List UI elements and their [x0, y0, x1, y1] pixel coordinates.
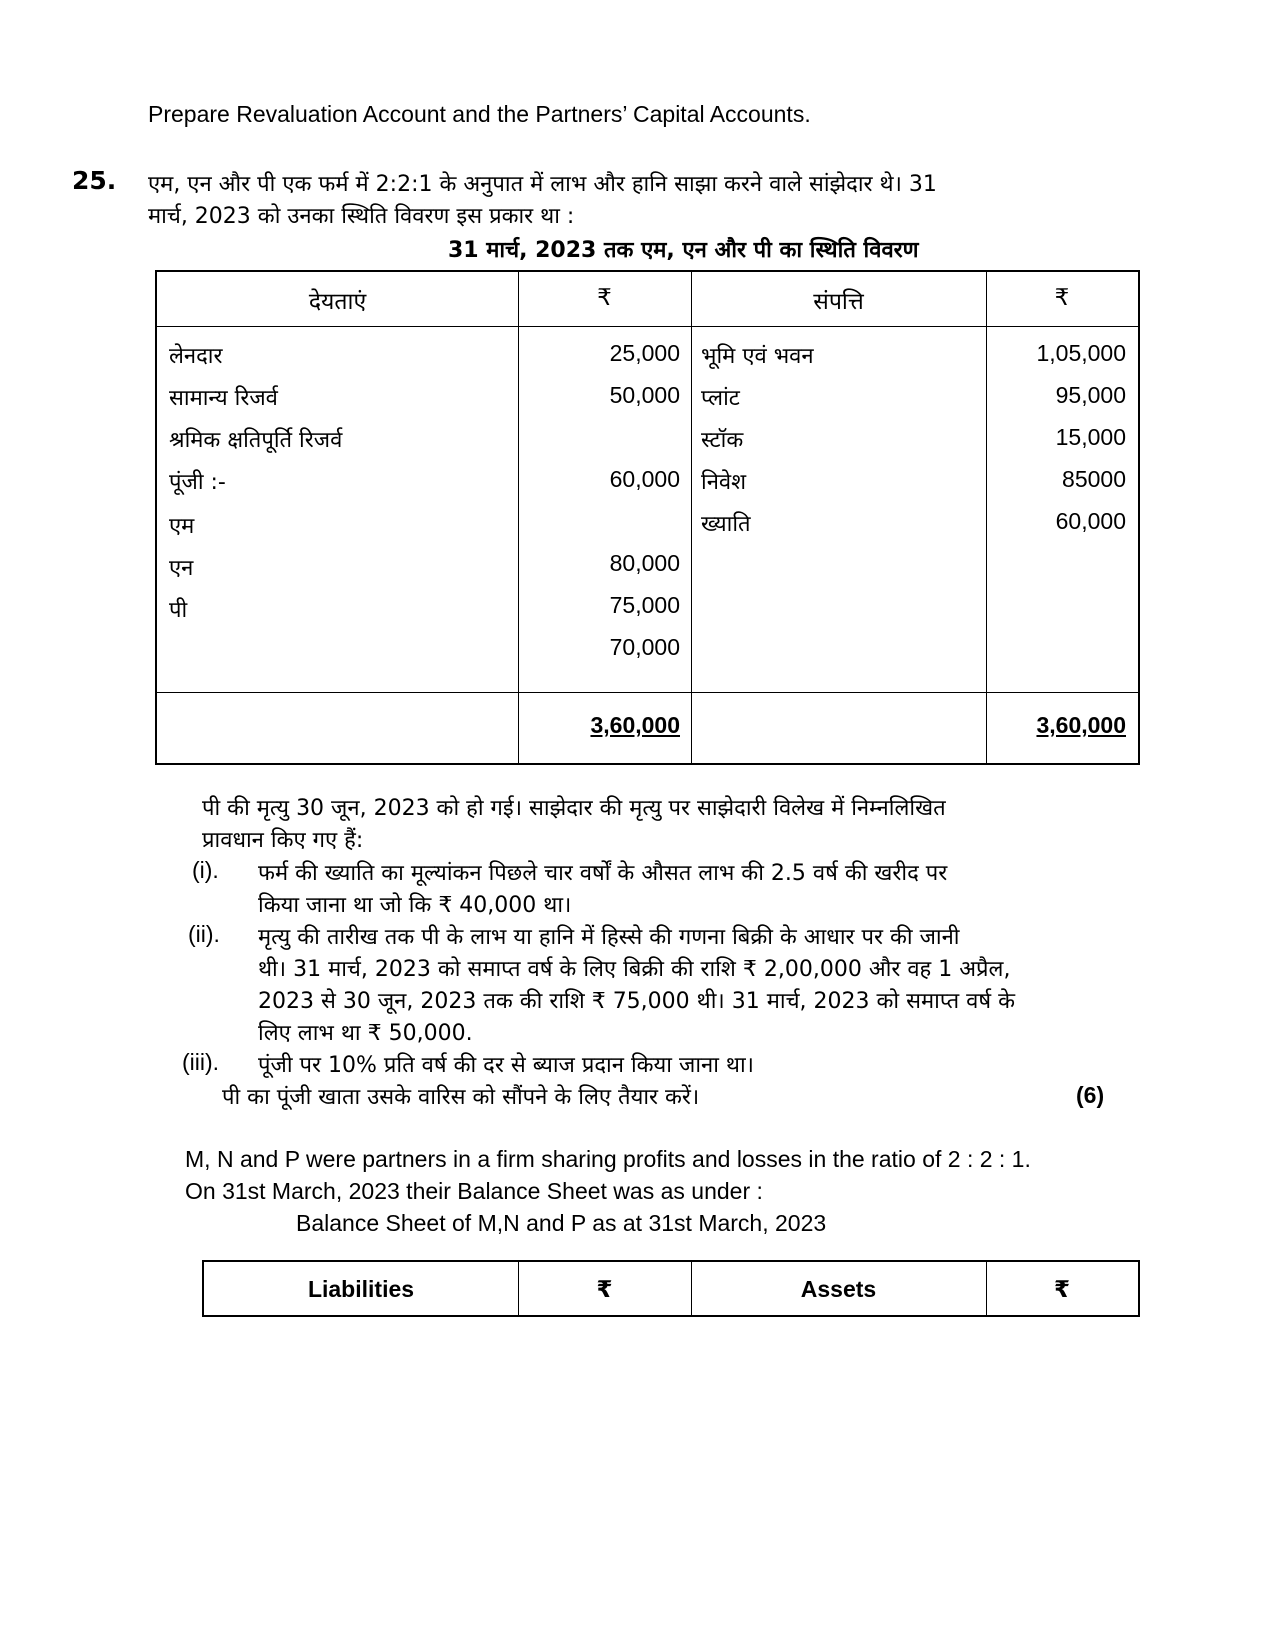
asset-stock: स्टॉक [701, 428, 744, 453]
asset-plant: प्लांट [701, 386, 740, 411]
header-rupee-en-1: ₹ [596, 1276, 613, 1302]
hindi-table-title: 31 मार्च, 2023 तक एम, एन और पी का स्थिति विवरण [448, 238, 919, 263]
hindi-balance-sheet-table [155, 270, 1140, 765]
asset-amount: 85000 [1062, 466, 1126, 492]
provision-iii-line-1: पूंजी पर 10% प्रति वर्ष की दर से ब्याज प्रदान किया जाना था। [258, 1053, 755, 1078]
liability-wcr: श्रमिक क्षतिपूर्ति रिजर्व [169, 428, 343, 453]
liability-capital-m: एम [169, 514, 195, 539]
provision-label-i: (i). [192, 857, 219, 883]
marks: (6) [1076, 1082, 1105, 1108]
provision-ii-line-4: लिए लाभ था ₹ 50,000. [258, 1021, 473, 1046]
asset-amount: 95,000 [1055, 382, 1126, 408]
header-rupee-en-2: ₹ [1053, 1276, 1070, 1302]
hindi-intro-line-1: एम, एन और पी एक फर्म में 2:2:1 के अनुपात में लाभ और हानि साझा करने वाले सांझेदार थे। 31 [148, 172, 937, 197]
hindi-intro-line-2: मार्च, 2023 को उनका स्थिति विवरण इस प्रकार था : [148, 204, 575, 229]
liability-amount: 75,000 [609, 592, 680, 618]
asset-amount: 1,05,000 [1036, 340, 1126, 366]
provision-ii-line-2: थी। 31 मार्च, 2023 को समाप्त वर्ष के लिए बिक्री की राशि ₹ 2,00,000 और वह 1 अप्रैल, [258, 957, 1011, 982]
asset-investment: निवेश [701, 470, 747, 495]
liability-amount: 60,000 [609, 466, 680, 492]
previous-question-instruction: Prepare Revaluation Account and the Partners’ Capital Accounts. [148, 101, 811, 127]
asset-land-building: भूमि एवं भवन [701, 344, 814, 369]
liability-general-reserve: सामान्य रिजर्व [169, 386, 278, 411]
liability-capital: पूंजी :- [169, 470, 226, 495]
hindi-final-instruction: पी का पूंजी खाता उसके वारिस को सौंपने के लिए तैयार करें। [222, 1085, 700, 1110]
header-liabilities-en: Liabilities [307, 1276, 415, 1302]
liability-amount: 80,000 [609, 550, 680, 576]
liability-capital-n: एन [169, 556, 194, 581]
provision-ii-line-1: मृत्यु की तारीख तक पी के लाभ या हानि में हिस्से की गणना बिक्री के आधार पर की जानी [258, 925, 960, 950]
asset-amount: 60,000 [1055, 508, 1126, 534]
liability-amount: 70,000 [609, 634, 680, 660]
header-liabilities: देयताएं [308, 289, 367, 315]
provision-label-ii: (ii). [188, 921, 220, 947]
header-assets: संपत्ति [813, 289, 864, 315]
provision-label-iii: (iii). [182, 1049, 220, 1075]
english-intro-line-1: M, N and P were partners in a firm sharing profits and losses in the ratio of 2 : 2 : 1. [185, 1146, 1031, 1172]
header-rupee-2: ₹ [1054, 284, 1070, 310]
liability-amount: 25,000 [609, 340, 680, 366]
question-number: 25. [72, 166, 117, 195]
provision-i-line-2: किया जाना था जो कि ₹ 40,000 था। [258, 893, 572, 918]
header-assets-en: Assets [800, 1276, 877, 1302]
total-assets: 3,60,000 [1036, 712, 1126, 738]
header-rupee-1: ₹ [597, 284, 612, 310]
english-balance-sheet-table [202, 1260, 1140, 1317]
english-table-title: Balance Sheet of M,N and P as at 31st March, 2023 [296, 1210, 827, 1236]
asset-goodwill: ख्याति [701, 512, 751, 537]
liability-creditors: लेनदार [169, 344, 223, 369]
english-intro-line-2: On 31st March, 2023 their Balance Sheet was as under : [185, 1178, 763, 1204]
asset-amount: 15,000 [1055, 424, 1126, 450]
hindi-para-line-1: पी की मृत्यु 30 जून, 2023 को हो गई। साझेदार की मृत्यु पर साझेदारी विलेख में निम्नलिखित [202, 796, 946, 821]
total-liabilities: 3,60,000 [590, 712, 680, 738]
liability-amount: 50,000 [609, 382, 680, 408]
hindi-para-line-2: प्रावधान किए गए हैं: [202, 828, 364, 853]
liability-capital-p: पी [169, 598, 188, 623]
provision-ii-line-3: 2023 से 30 जून, 2023 तक की राशि ₹ 75,000 थी। 31 मार्च, 2023 को समाप्त वर्ष के [258, 989, 1015, 1014]
provision-i-line-1: फर्म की ख्याति का मूल्यांकन पिछले चार वर्षों के औसत लाभ की 2.5 वर्ष की खरीद पर [258, 861, 948, 886]
